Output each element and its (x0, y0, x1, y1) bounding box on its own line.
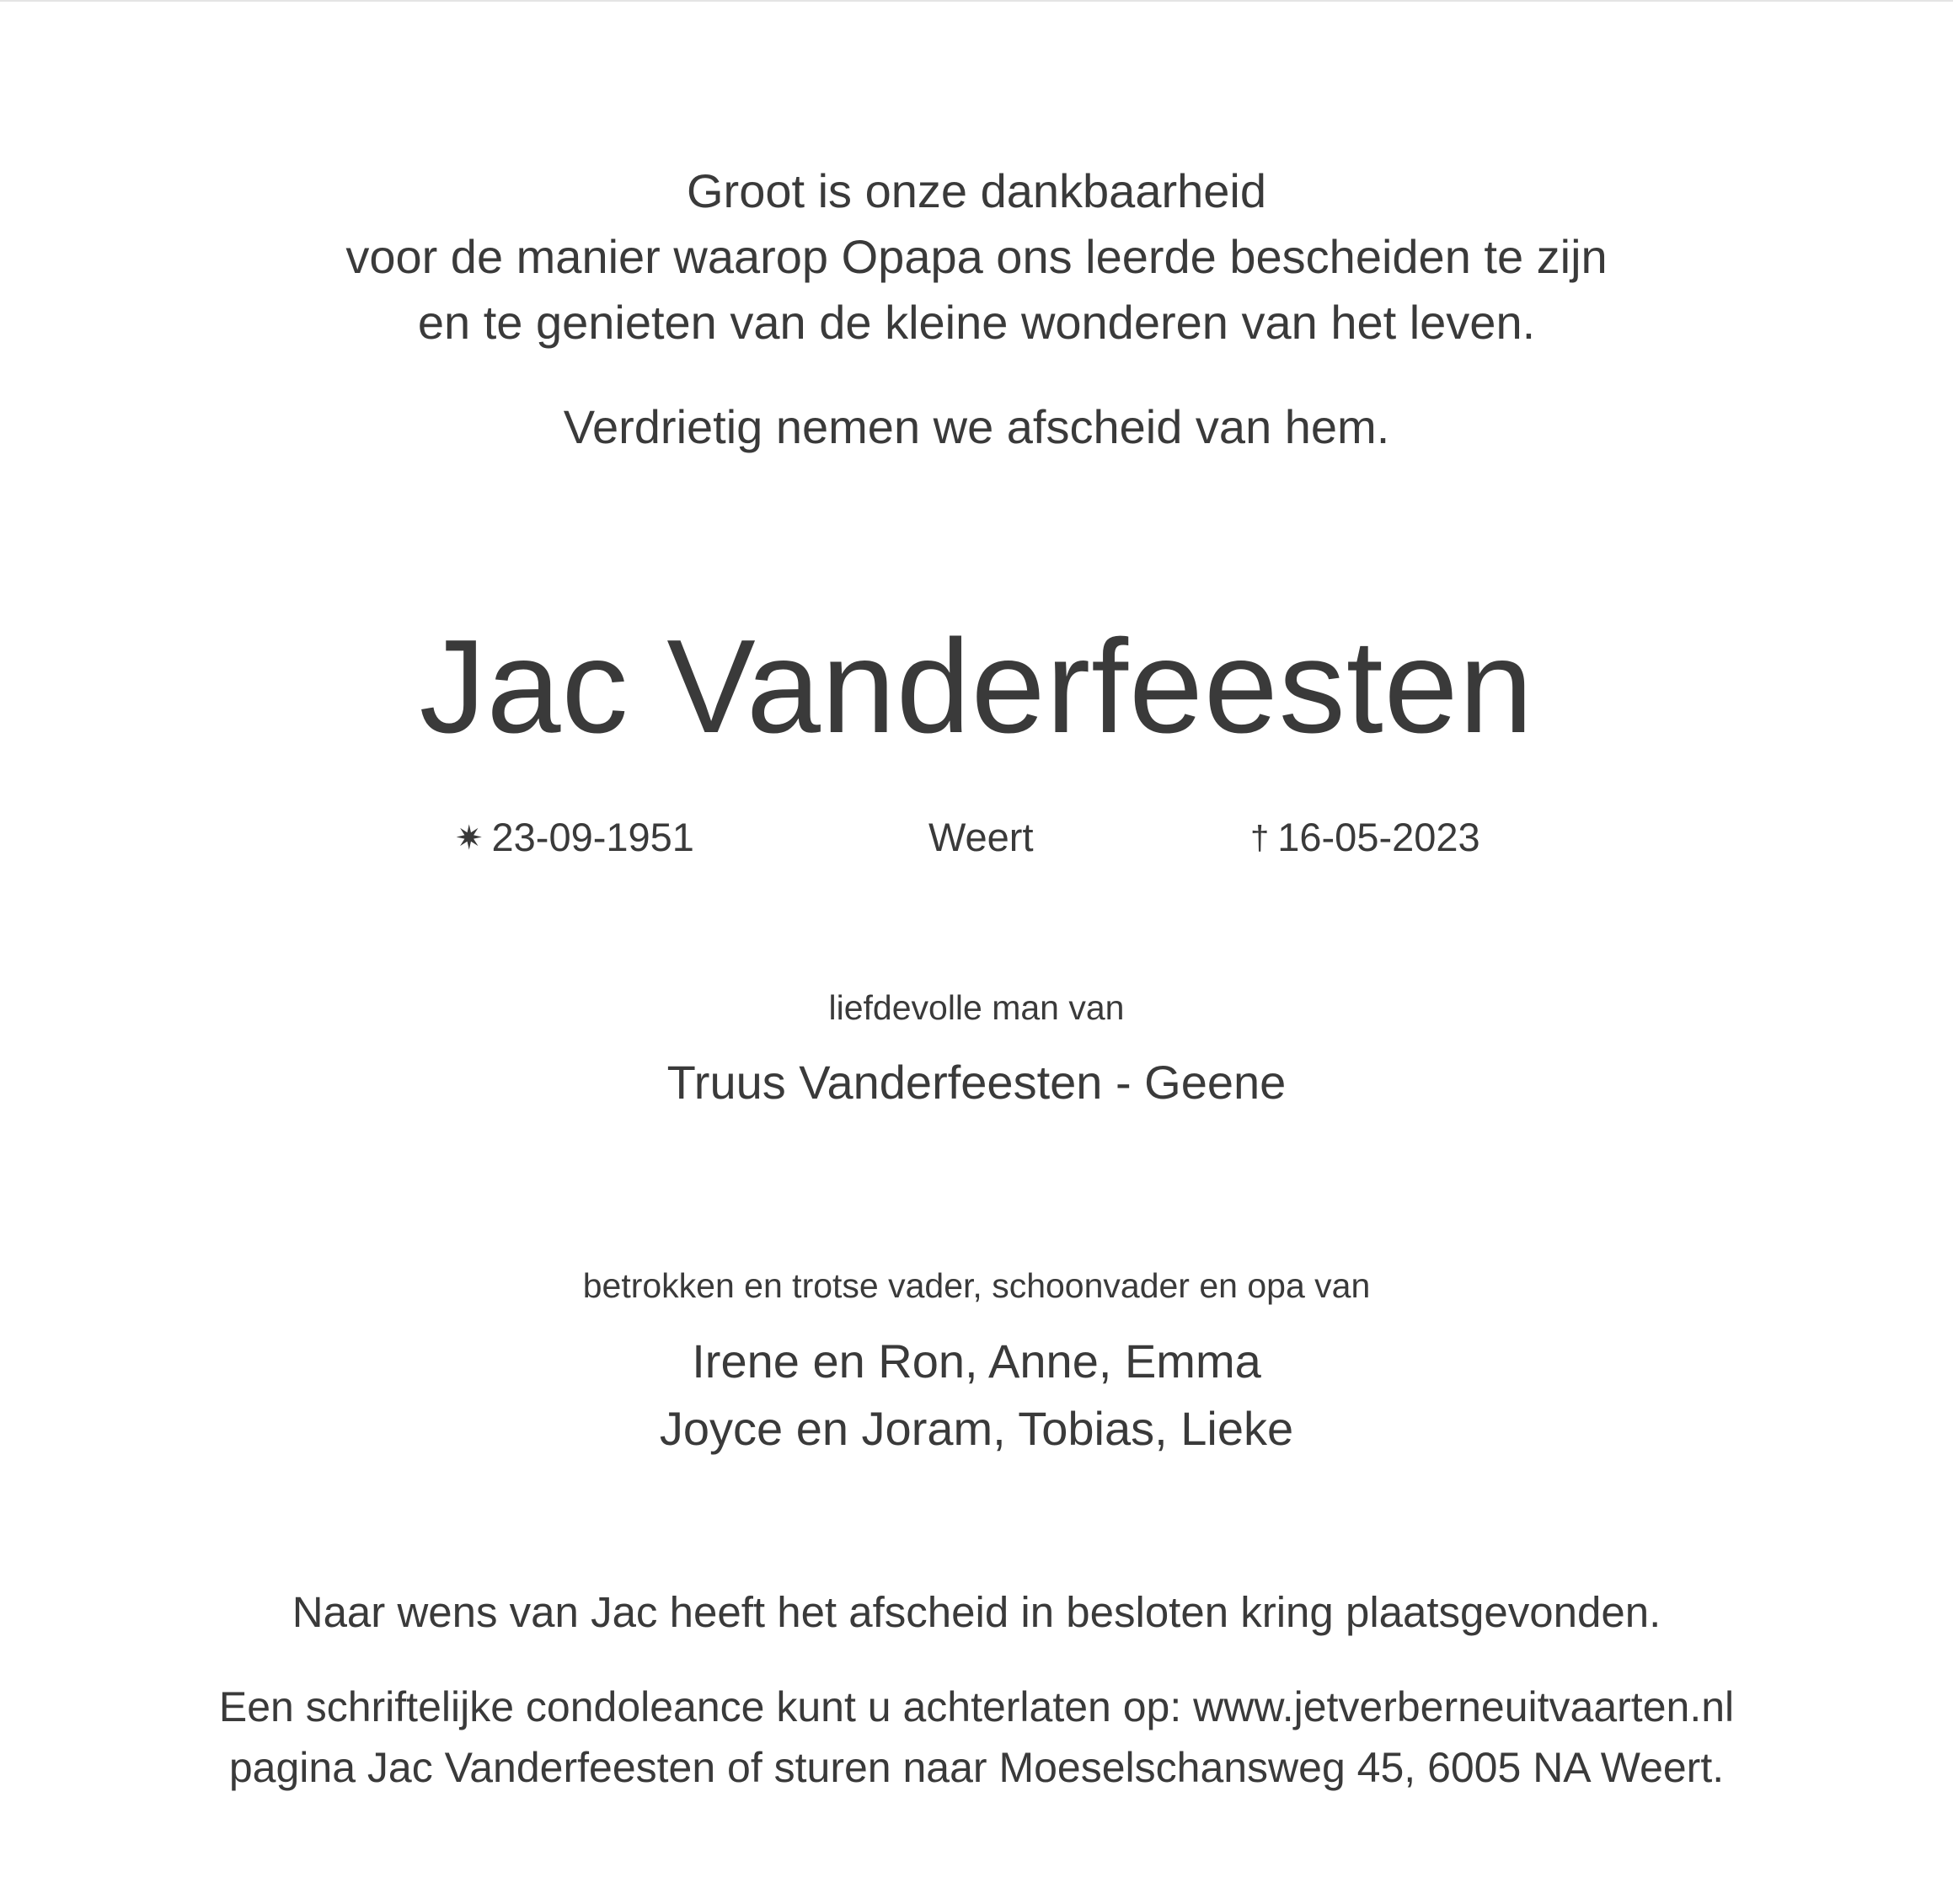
death-info (1250, 810, 1480, 865)
children-names (0, 1328, 1953, 1463)
intro-text (0, 158, 1953, 356)
condolence-line: pagina Jac Vanderfeesten of sturen naar Moeselschansweg 45, 6005 NA Weert. (228, 1744, 1725, 1791)
intro-line: en te genieten van de kleine wonderen van het leven. (417, 296, 1536, 349)
condolence-text (0, 1677, 1953, 1798)
intro-line: voor de manier waarop Opapa ons leerde bescheiden te zijn (345, 230, 1608, 283)
deceased-name: Jac Vanderfeesten (419, 612, 1534, 761)
children-line: Joyce en Joram, Tobias, Lieke (659, 1402, 1294, 1455)
place-of-residence: Weert (928, 815, 1034, 859)
intro-line: Groot is onze dankbaarheid (687, 164, 1266, 217)
spouse-label: liefdevolle man van (828, 988, 1125, 1027)
birth-date: 23-09-1951 (491, 815, 694, 859)
birth-star-icon: ✷ (455, 820, 484, 857)
birth-info (455, 810, 694, 865)
funeral-wish-text: Naar wens van Jac heeft het afscheid in besloten kring plaatsgevonden. (292, 1588, 1661, 1636)
death-date: 16-05-2023 (1277, 815, 1480, 859)
death-cross-icon: † (1250, 820, 1270, 857)
spouse-name: Truus Vanderfeesten - Geene (666, 1056, 1287, 1109)
children-label: betrokken en trotse vader, schoonvader en opa van (582, 1266, 1371, 1305)
farewell-text: Verdrietig nemen we afscheid van hem. (563, 400, 1390, 453)
condolence-line: Een schriftelijke condoleance kunt u achterlaten op: www.jetverberneuitvaarten.nl (218, 1683, 1735, 1730)
children-line: Irene en Ron, Anne, Emma (692, 1334, 1261, 1388)
